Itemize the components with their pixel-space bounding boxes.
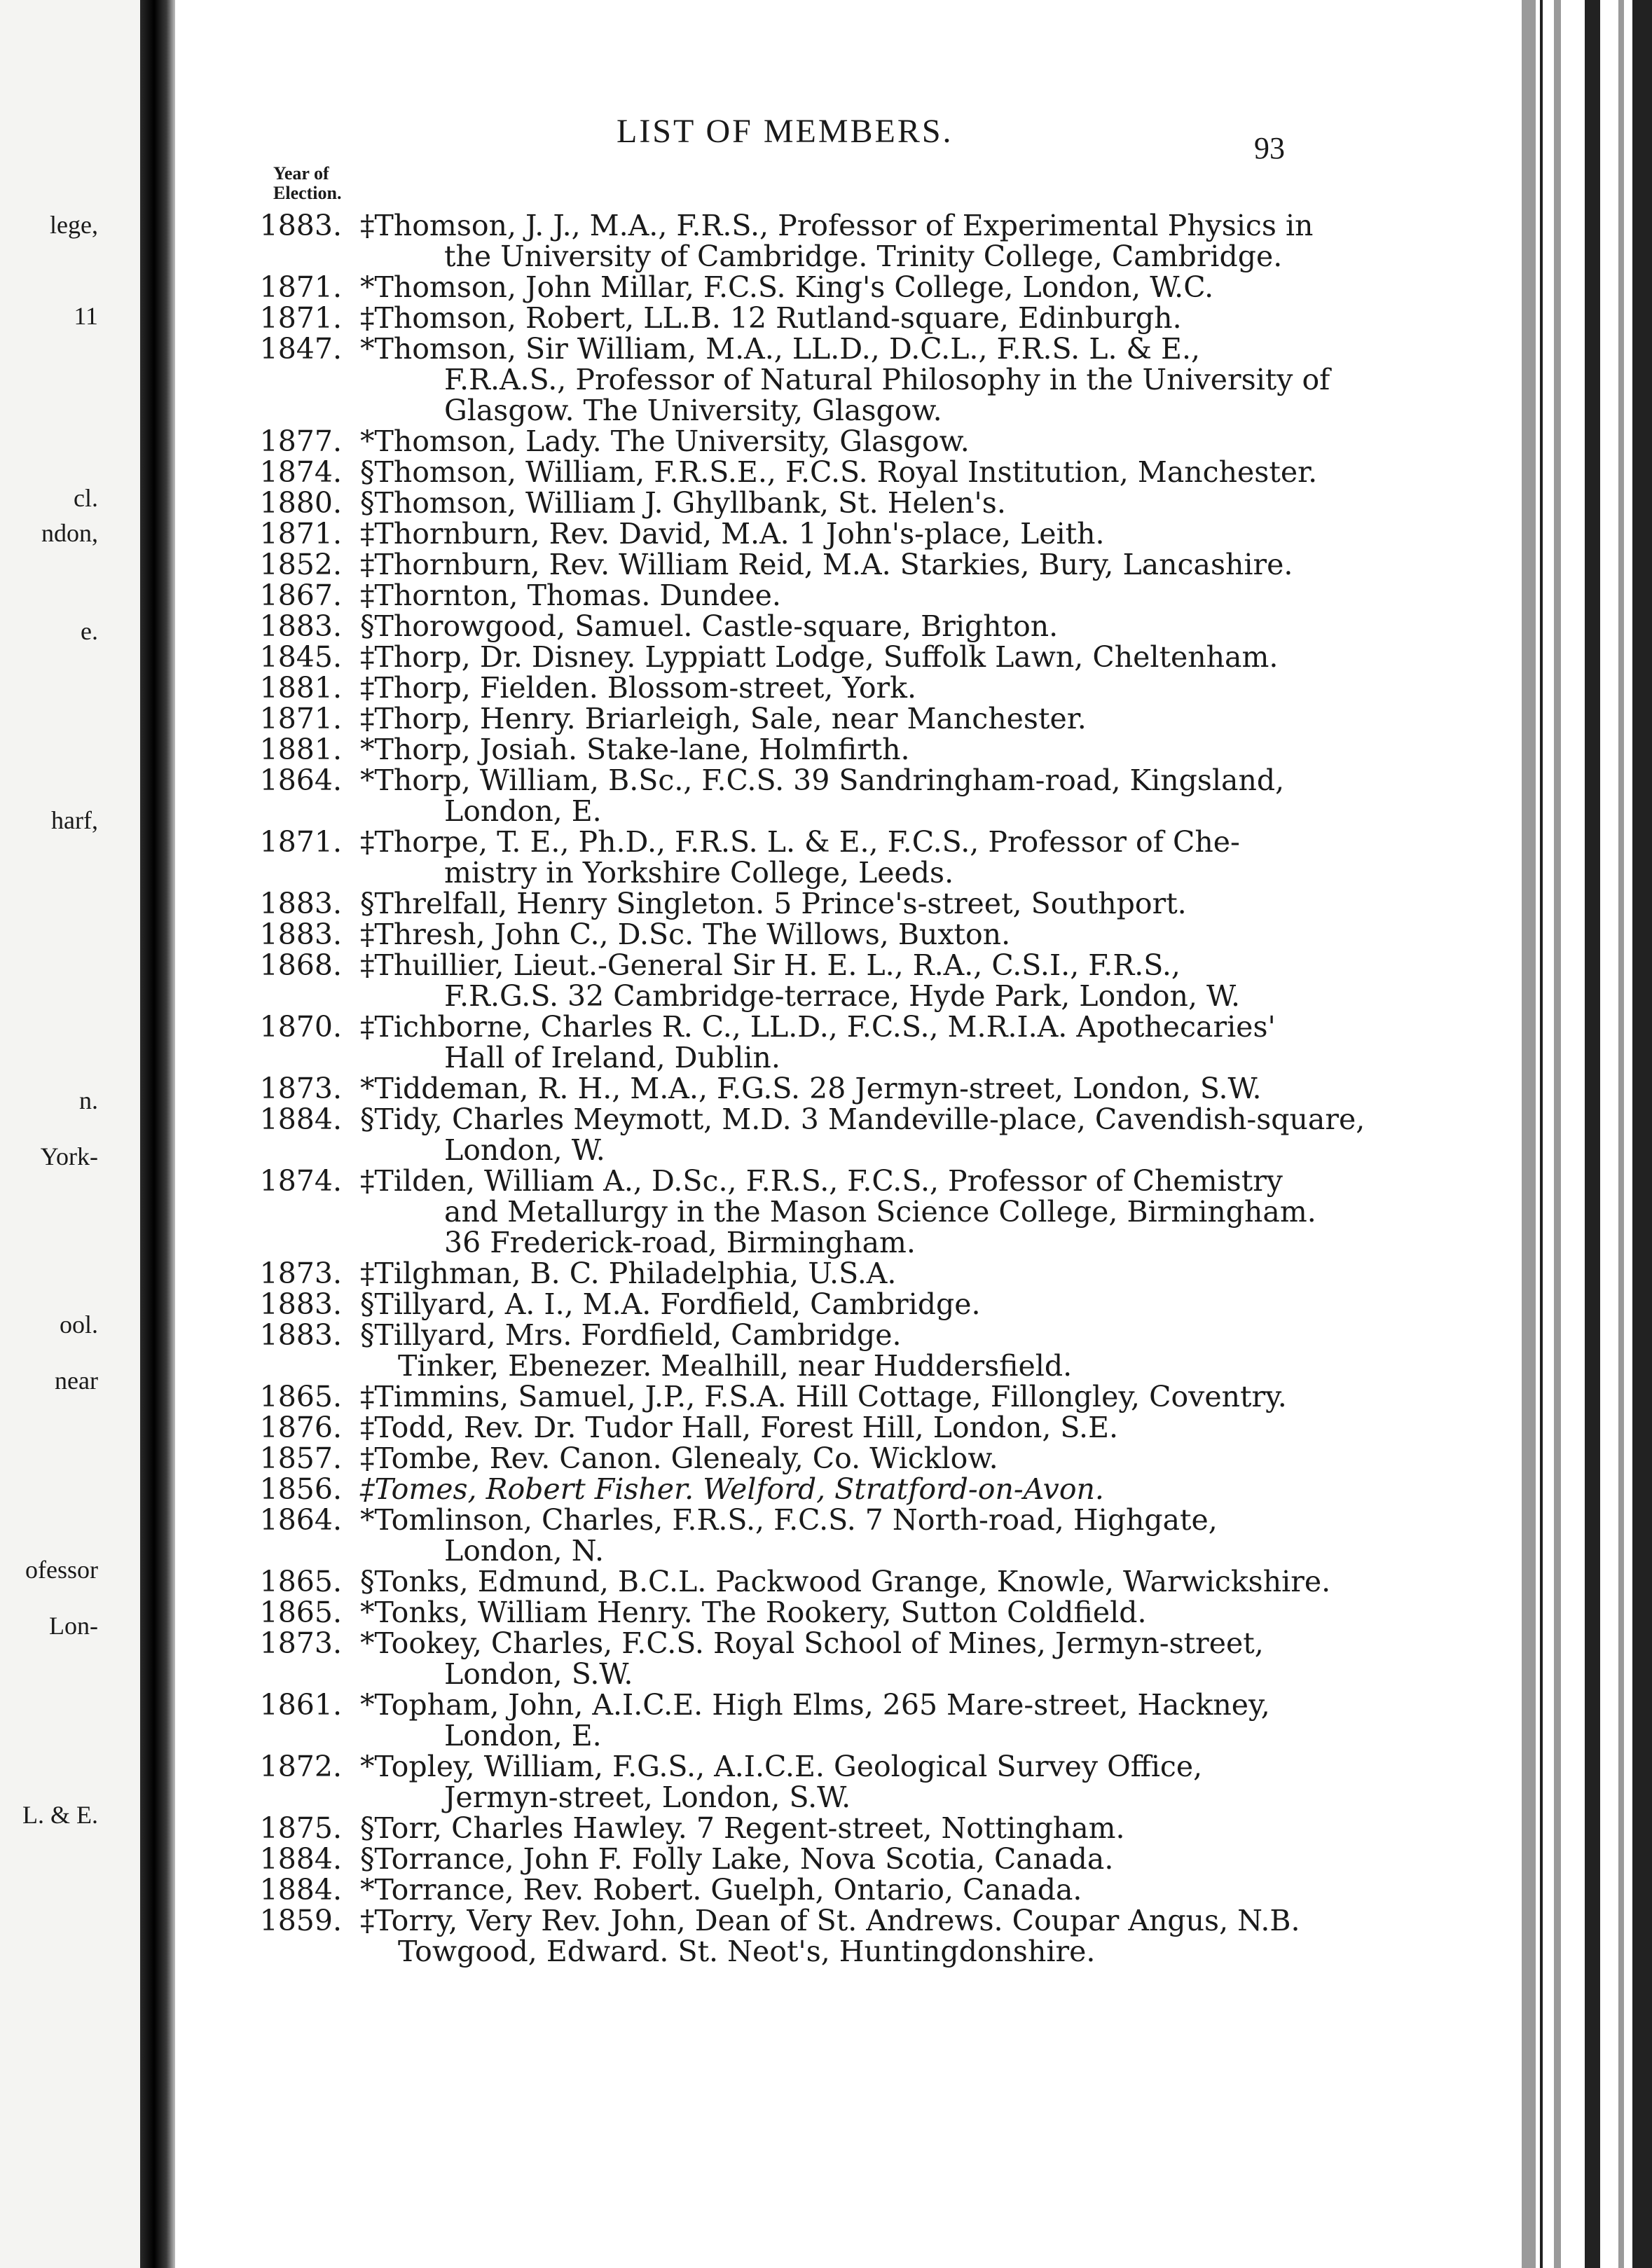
- election-year: 1875.: [259, 1811, 342, 1845]
- member-text: ‡Tilghman, B. C. Philadelphia, U.S.A.: [360, 1257, 897, 1290]
- member-entry: [258, 1412, 1449, 1443]
- member-entry: [258, 518, 1449, 549]
- election-year: 1883.: [259, 1318, 342, 1352]
- member-text: *Tookey, Charles, F.C.S. Royal School of Mines, Jermyn-street,: [360, 1626, 1264, 1660]
- member-text-continuation: the University of Cambridge. Trinity College, Cambridge.: [444, 240, 1283, 273]
- left-page-fragment: ool.: [59, 1311, 98, 1339]
- election-year: 1881.: [259, 671, 342, 705]
- election-year: 1865.: [259, 1380, 342, 1413]
- member-text-continuation: London, W.: [444, 1133, 605, 1167]
- member-text: ‡Thorp, Dr. Disney. Lyppiatt Lodge, Suffolk Lawn, Cheltenham.: [360, 640, 1279, 674]
- member-entry: [258, 333, 1449, 426]
- member-text: ‡Thorpe, T. E., Ph.D., F.R.S. L. & E., F.C.S., Professor of Che-: [360, 825, 1240, 859]
- member-text: §Tillyard, Mrs. Fordfield, Cambridge.: [360, 1318, 902, 1352]
- member-text: §Threlfall, Henry Singleton. 5 Prince's-street, Southport.: [360, 887, 1187, 920]
- election-year: 1873.: [259, 1626, 342, 1660]
- election-year: 1871.: [259, 301, 342, 335]
- member-text: *Topham, John, A.I.C.E. High Elms, 265 Mare-street, Hackney,: [360, 1688, 1270, 1722]
- member-text: ‡Thomson, Robert, LL.B. 12 Rutland-square, Edinburgh.: [360, 301, 1182, 335]
- member-text: ‡Tombe, Rev. Canon. Glenealy, Co. Wicklow.: [360, 1441, 998, 1475]
- member-entry: [258, 1073, 1449, 1104]
- member-entry: [258, 1874, 1449, 1905]
- member-entry: [258, 1350, 1449, 1381]
- member-text-continuation: London, N.: [444, 1534, 605, 1568]
- election-year: 1876.: [259, 1411, 342, 1444]
- left-page-fragment: ofessor: [25, 1556, 98, 1584]
- member-text-continuation: London, E.: [444, 794, 602, 828]
- member-entry: [258, 303, 1449, 333]
- member-entry: [258, 1628, 1449, 1689]
- member-text: §Tonks, Edmund, B.C.L. Packwood Grange, Knowle, Warwickshire.: [360, 1565, 1331, 1598]
- column-label-line-2: Election.: [273, 183, 342, 203]
- election-year: 1883.: [259, 609, 342, 643]
- election-year: 1883.: [259, 1287, 342, 1321]
- election-year: 1867.: [259, 579, 342, 612]
- member-text: *Thomson, John Millar, F.C.S. King's College, London, W.C.: [360, 270, 1214, 304]
- member-entry: [258, 1905, 1449, 1936]
- member-entry: [258, 1289, 1449, 1320]
- member-entry: [258, 919, 1449, 950]
- election-year: 1881.: [259, 733, 342, 766]
- left-page-fragment: L. & E.: [22, 1801, 98, 1829]
- page-number: 93: [1254, 131, 1285, 165]
- member-entry: [258, 672, 1449, 703]
- member-entry: [258, 580, 1449, 611]
- member-entry: [258, 1104, 1449, 1166]
- member-entry: [258, 1597, 1449, 1628]
- member-list: [258, 210, 1449, 1967]
- election-year: 1868.: [259, 948, 342, 982]
- election-year: 1880.: [259, 486, 342, 520]
- right-page-edge: [1520, 0, 1652, 2268]
- member-text-continuation: and Metallurgy in the Mason Science College, Birmingham.: [444, 1195, 1316, 1229]
- election-year: 1871.: [259, 702, 342, 735]
- member-text-continuation: Hall of Ireland, Dublin.: [444, 1041, 780, 1074]
- election-year: 1877.: [259, 424, 342, 458]
- election-year: 1874.: [259, 1164, 342, 1198]
- book-gutter: [140, 0, 175, 2268]
- page-title: LIST OF MEMBERS.: [617, 113, 954, 150]
- member-text-continuation: Glasgow. The University, Glasgow.: [444, 394, 942, 427]
- left-page-fragment: lege,: [50, 211, 98, 239]
- left-page-fragment: harf,: [51, 806, 98, 834]
- election-year: 1861.: [259, 1688, 342, 1722]
- election-year: 1884.: [259, 1873, 342, 1907]
- member-entry: [258, 549, 1449, 580]
- member-entry: [258, 1166, 1449, 1258]
- member-entry: [258, 888, 1449, 919]
- member-text-continuation: 36 Frederick-road, Birmingham.: [444, 1226, 916, 1259]
- election-year: 1873.: [259, 1072, 342, 1105]
- election-year: 1859.: [259, 1904, 342, 1937]
- member-entry: [258, 1751, 1449, 1813]
- member-text: ‡Thorp, Henry. Briarleigh, Sale, near Manchester.: [360, 702, 1087, 735]
- member-text: *Thorp, William, B.Sc., F.C.S. 39 Sandringham-road, Kingsland,: [360, 763, 1285, 797]
- member-text: §Tillyard, A. I., M.A. Fordfield, Cambridge.: [360, 1287, 981, 1321]
- member-text-continuation: London, S.W.: [444, 1657, 633, 1691]
- left-page-fragment: near: [55, 1367, 98, 1395]
- member-entry: [258, 1566, 1449, 1597]
- member-text: §Thomson, William J. Ghyllbank, St. Helen's.: [360, 486, 1006, 520]
- member-text: Towgood, Edward. St. Neot's, Huntingdonshire.: [398, 1935, 1096, 1968]
- member-entry: [258, 950, 1449, 1011]
- member-entry: [258, 1505, 1449, 1566]
- member-entry: [258, 1381, 1449, 1412]
- election-year: 1864.: [259, 1503, 342, 1537]
- member-text: ‡Torry, Very Rev. John, Dean of St. Andrews. Coupar Angus, N.B.: [360, 1904, 1300, 1937]
- left-page-edge: [0, 0, 153, 2268]
- election-year: 1857.: [259, 1441, 342, 1475]
- document-page: [182, 0, 1513, 2268]
- member-entry: [258, 642, 1449, 672]
- member-text: ‡Tilden, William A., D.Sc., F.R.S., F.C.S., Professor of Chemistry: [360, 1164, 1283, 1198]
- member-entry: [258, 210, 1449, 272]
- member-text: ‡Thornburn, Rev. William Reid, M.A. Starkies, Bury, Lancashire.: [360, 548, 1293, 581]
- member-entry: [258, 1813, 1449, 1844]
- member-text: *Tomlinson, Charles, F.R.S., F.C.S. 7 North-road, Highgate,: [360, 1503, 1218, 1537]
- left-page-fragment: e.: [81, 617, 98, 645]
- member-text: ‡Tomes, Robert Fisher. Welford, Stratford-on-Avon.: [360, 1472, 1104, 1506]
- member-text: §Torrance, John F. Folly Lake, Nova Scotia, Canada.: [360, 1842, 1114, 1876]
- member-text: ‡Thornburn, Rev. David, M.A. 1 John's-place, Leith.: [360, 517, 1105, 551]
- member-entry: [258, 1689, 1449, 1751]
- member-entry: [258, 1474, 1449, 1505]
- member-text: §Thomson, William, F.R.S.E., F.C.S. Royal Institution, Manchester.: [360, 455, 1318, 489]
- member-text: *Tonks, William Henry. The Rookery, Sutton Coldfield.: [360, 1596, 1147, 1629]
- member-text-continuation: Jermyn-street, London, S.W.: [444, 1780, 851, 1814]
- member-entry: [258, 488, 1449, 518]
- member-text: *Thomson, Sir William, M.A., LL.D., D.C.L., F.R.S. L. & E.,: [360, 332, 1201, 366]
- member-text: ‡Todd, Rev. Dr. Tudor Hall, Forest Hill, London, S.E.: [360, 1411, 1119, 1444]
- member-entry: [258, 1258, 1449, 1289]
- member-text-continuation: mistry in Yorkshire College, Leeds.: [444, 856, 954, 890]
- election-year: 1872.: [259, 1750, 342, 1783]
- member-text-continuation: London, E.: [444, 1719, 602, 1752]
- election-year: 1873.: [259, 1257, 342, 1290]
- election-year: 1871.: [259, 270, 342, 304]
- election-year: 1852.: [259, 548, 342, 581]
- member-entry: [258, 457, 1449, 488]
- election-year: 1883.: [259, 887, 342, 920]
- election-year: 1870.: [259, 1010, 342, 1044]
- member-entry: [258, 611, 1449, 642]
- member-text: ‡Thorp, Fielden. Blossom-street, York.: [360, 671, 917, 705]
- left-page-fragment: 11: [74, 302, 98, 330]
- member-text-continuation: F.R.G.S. 32 Cambridge-terrace, Hyde Park, London, W.: [444, 979, 1241, 1013]
- member-text-continuation: F.R.A.S., Professor of Natural Philosophy in the University of: [444, 363, 1330, 396]
- member-entry: [258, 1936, 1449, 1967]
- member-entry: [258, 426, 1449, 457]
- election-year: 1865.: [259, 1565, 342, 1598]
- election-year: 1865.: [259, 1596, 342, 1629]
- election-year: 1847.: [259, 332, 342, 366]
- left-page-fragment: ndon,: [41, 519, 98, 547]
- member-text: §Thorowgood, Samuel. Castle-square, Brighton.: [360, 609, 1059, 643]
- member-entry: [258, 1443, 1449, 1474]
- member-entry: [258, 765, 1449, 827]
- member-text: *Thorp, Josiah. Stake-lane, Holmfirth.: [360, 733, 910, 766]
- member-text: Tinker, Ebenezer. Mealhill, near Huddersfield.: [398, 1349, 1073, 1383]
- member-text: ‡Thornton, Thomas. Dundee.: [360, 579, 781, 612]
- left-page-fragment: Lon-: [49, 1612, 98, 1640]
- member-entry: [258, 1011, 1449, 1073]
- member-entry: [258, 734, 1449, 765]
- member-text: *Torrance, Rev. Robert. Guelph, Ontario, Canada.: [360, 1873, 1082, 1907]
- election-year: 1883.: [259, 209, 342, 242]
- member-entry: [258, 272, 1449, 303]
- election-year: 1884.: [259, 1842, 342, 1876]
- column-label-line-1: Year of: [273, 163, 329, 184]
- member-text: *Topley, William, F.G.S., A.I.C.E. Geological Survey Office,: [360, 1750, 1203, 1783]
- member-text: §Torr, Charles Hawley. 7 Regent-street, Nottingham.: [360, 1811, 1125, 1845]
- member-text: ‡Thomson, J. J., M.A., F.R.S., Professor of Experimental Physics in: [360, 209, 1314, 242]
- member-entry: [258, 1844, 1449, 1874]
- election-year: 1883.: [259, 918, 342, 951]
- member-text: ‡Thresh, John C., D.Sc. The Willows, Buxton.: [360, 918, 1011, 951]
- election-year: 1845.: [259, 640, 342, 674]
- year-of-election-label: [273, 164, 342, 203]
- election-year: 1884.: [259, 1102, 342, 1136]
- member-text: ‡Tichborne, Charles R. C., LL.D., F.C.S., M.R.I.A. Apothecaries': [360, 1010, 1276, 1044]
- election-year: 1874.: [259, 455, 342, 489]
- member-text: *Tiddeman, R. H., M.A., F.G.S. 28 Jermyn-street, London, S.W.: [360, 1072, 1262, 1105]
- member-entry: [258, 703, 1449, 734]
- left-page-fragment: York-: [40, 1142, 98, 1170]
- member-entry: [258, 1320, 1449, 1350]
- member-text: *Thomson, Lady. The University, Glasgow.: [360, 424, 970, 458]
- election-year: 1856.: [259, 1472, 342, 1506]
- election-year: 1871.: [259, 517, 342, 551]
- election-year: 1864.: [259, 763, 342, 797]
- member-text: ‡Thuillier, Lieut.-General Sir H. E. L., R.A., C.S.I., F.R.S.,: [360, 948, 1181, 982]
- left-page-fragment: n.: [79, 1086, 98, 1114]
- member-entry: [258, 827, 1449, 888]
- election-year: 1871.: [259, 825, 342, 859]
- left-page-fragment: cl.: [74, 484, 98, 512]
- member-text: ‡Timmins, Samuel, J.P., F.S.A. Hill Cottage, Fillongley, Coventry.: [360, 1380, 1287, 1413]
- member-text: §Tidy, Charles Meymott, M.D. 3 Mandeville-place, Cavendish-square,: [360, 1102, 1365, 1136]
